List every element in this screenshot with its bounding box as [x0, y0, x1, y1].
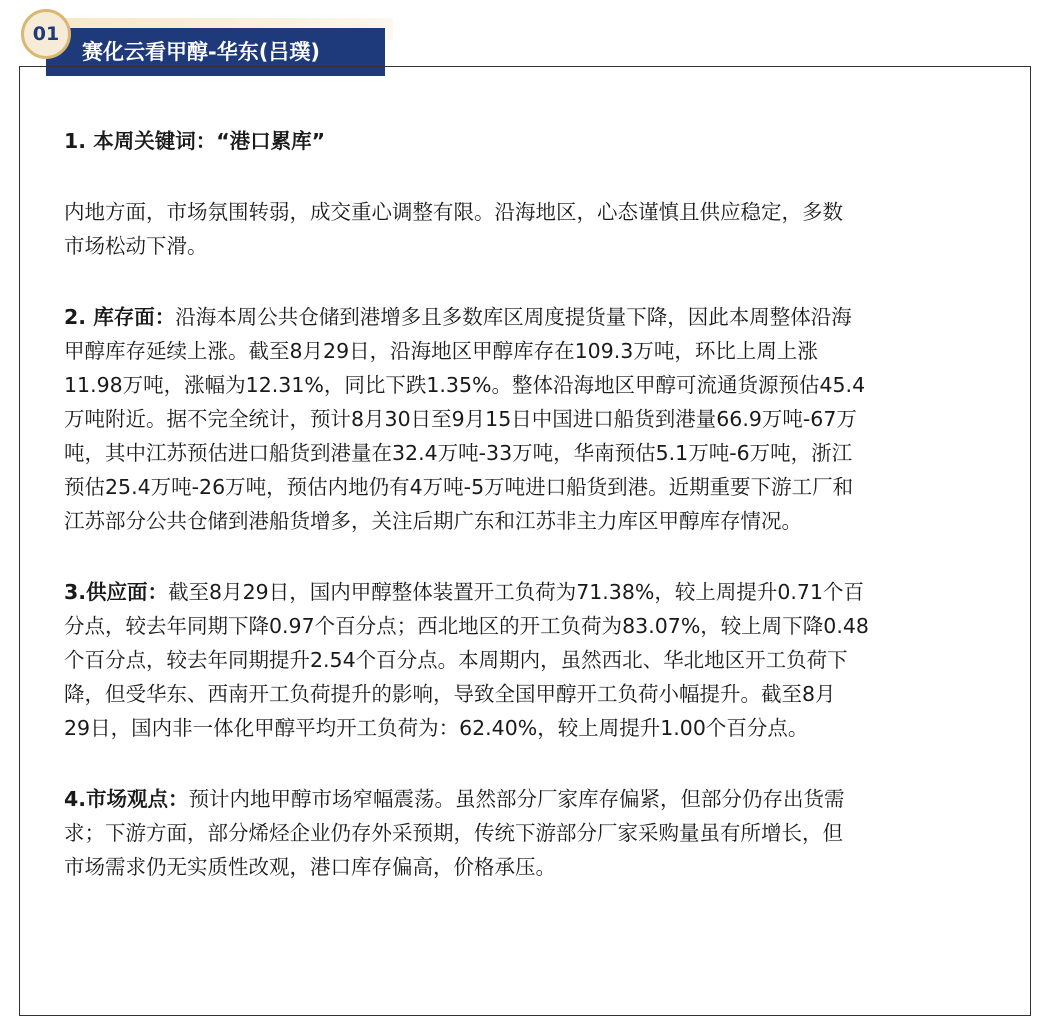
inventory-first-line	[64, 300, 994, 334]
outlook-paragraph	[64, 782, 994, 884]
inventory-line: 万吨附近。据不完全统计，预计8月30日至9月15日中国进口船货到港量66.9万吨-67万	[64, 407, 857, 431]
section-number: 01	[32, 23, 60, 45]
supply-first-text: 截至8月29日，国内甲醇整体装置开工负荷为71.38%，较上周提升0.71个百	[168, 580, 864, 604]
outlook-line: 市场需求仍无实质性改观，港口库存偏高，价格承压。	[64, 855, 556, 879]
section-number-badge	[21, 9, 71, 59]
supply-line: 分点，较去年同期下降0.97个百分点；西北地区的开工负荷为83.07%，较上周下降0.48	[64, 614, 869, 638]
inventory-line: 吨，其中江苏预估进口船货到港量在32.4万吨-33万吨，华南预估5.1万吨-6万吨，浙江	[64, 441, 853, 465]
article-body	[64, 124, 994, 921]
supply-line: 个百分点，较去年同期提升2.54个百分点。本周期内，虽然西北、华北地区开工负荷下	[64, 648, 848, 672]
intro-line: 内地方面，市场氛围转弱，成交重心调整有限。沿海地区，心态谨慎且供应稳定，多数	[64, 200, 843, 224]
outlook-line: 求；下游方面，部分烯烃企业仍存外采预期，传统下游部分厂家采购量虽有所增长，但	[64, 821, 843, 845]
inventory-line: 甲醇库存延续上涨。截至8月29日，沿海地区甲醇库存在109.3万吨，环比上周上涨	[64, 339, 818, 363]
supply-lead: 3.供应面：	[64, 580, 169, 604]
weekly-keyword-heading: 1. 本周关键词：“港口累库”	[64, 129, 326, 153]
inventory-paragraph	[64, 300, 994, 538]
outlook-first-text: 预计内地甲醇市场窄幅震荡。虽然部分厂家库存偏紧，但部分仍存出货需	[188, 787, 845, 811]
section-title: 赛化云看甲醇-华东(吕璞)	[82, 40, 320, 64]
inventory-line: 江苏部分公共仓储到港船货增多，关注后期广东和江苏非主力库区甲醇库存情况。	[64, 509, 802, 533]
intro-paragraph	[64, 195, 994, 263]
supply-first-line	[64, 575, 994, 609]
supply-line: 29日，国内非一体化甲醇平均开工负荷为：62.40%，较上周提升1.00个百分点。	[64, 716, 809, 740]
outlook-lead: 4.市场观点：	[64, 787, 189, 811]
outlook-first-line	[64, 782, 994, 816]
inventory-line: 11.98万吨，涨幅为12.31%，同比下跌1.35%。整体沿海地区甲醇可流通货源预估45.4	[64, 373, 866, 397]
inventory-lead: 2. 库存面：	[64, 305, 176, 329]
inventory-line: 预估25.4万吨-26万吨，预估内地仍有4万吨-5万吨进口船货到港。近期重要下游工厂和	[64, 475, 854, 499]
supply-line: 降，但受华东、西南开工负荷提升的影响，导致全国甲醇开工负荷小幅提升。截至8月	[64, 682, 836, 706]
supply-paragraph	[64, 575, 994, 745]
inventory-first-text: 沿海本周公共仓储到港增多且多数库区周度提货量下降，因此本周整体沿海	[175, 305, 852, 329]
intro-line: 市场松动下滑。	[64, 234, 208, 258]
